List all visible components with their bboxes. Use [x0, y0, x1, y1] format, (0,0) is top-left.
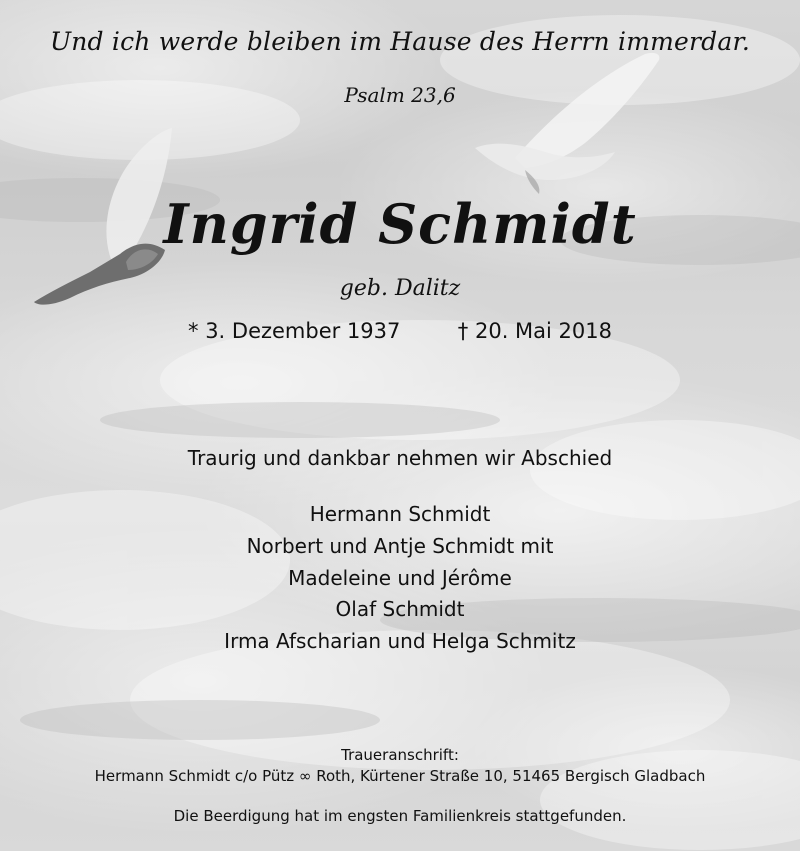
mourner-line: Hermann Schmidt: [309, 502, 491, 526]
death-date: 20. Mai 2018: [474, 319, 612, 343]
dove-right-image: [455, 48, 665, 198]
mourner-line: Irma Afscharian und Helga Schmitz: [224, 629, 576, 653]
maiden-name: geb. Dalitz: [339, 276, 461, 301]
mourning-address-label: Traueranschrift:: [341, 746, 459, 764]
mourning-address: Hermann Schmidt c/o Pütz ∞ Roth, Kürtener Straße 10, 51465 Bergisch Gladbach: [94, 767, 706, 785]
burial-note: Die Beerdigung hat im engsten Familienkreis stattgefunden.: [173, 807, 627, 825]
death-cross-icon: †: [457, 319, 469, 343]
bible-verse: Und ich werde bleiben im Hause des Herrn immerdar.: [49, 27, 751, 56]
mourner-line: Olaf Schmidt: [335, 597, 465, 621]
birth-star-icon: *: [188, 319, 199, 343]
mourner-line: Norbert und Antje Schmidt mit: [246, 534, 554, 558]
verse-reference: Psalm 23,6: [344, 83, 456, 107]
mourner-line: Madeleine und Jérôme: [288, 566, 512, 590]
life-dates: [0, 319, 800, 343]
birth-date: 3. Dezember 1937: [205, 319, 401, 343]
farewell-text: Traurig und dankbar nehmen wir Abschied: [187, 446, 613, 470]
deceased-name: Ingrid Schmidt: [163, 192, 637, 256]
